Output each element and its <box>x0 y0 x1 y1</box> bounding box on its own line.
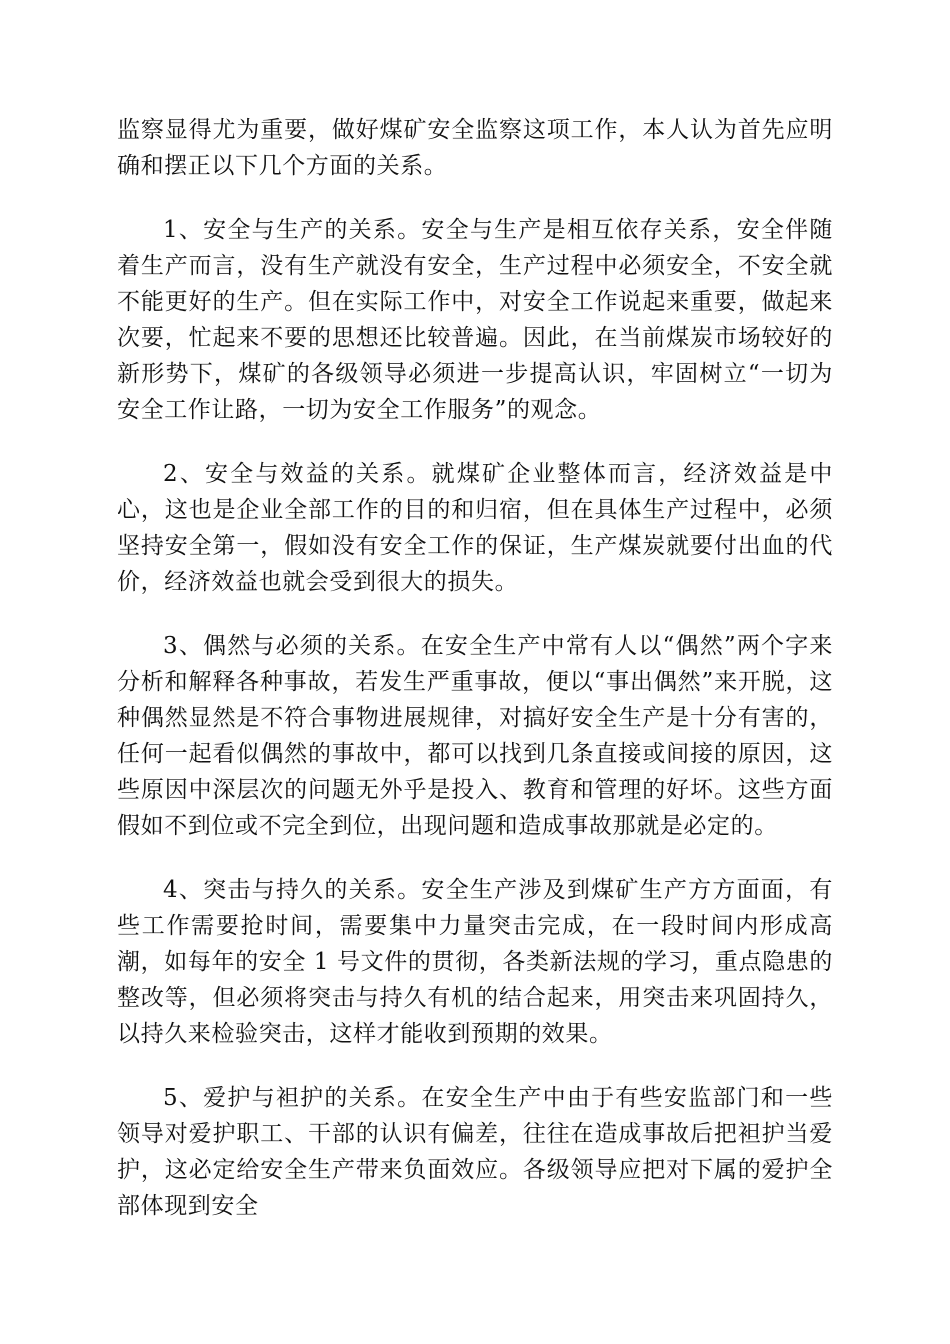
paragraph-surge-persistence: 4、突击与持久的关系。安全生产涉及到煤矿生产方方面面，有些工作需要抢时间，需要集中力量突击完成，在一段时间内形成高潮，如每年的安全 1 号文件的贯彻，各类新法规的学习，重点隐患的整改等，但必须将突击与持久有机的结合起来，用突击来巩固持久，以持久来检验突击，这样才能收到预期的效果。 <box>117 877 833 1047</box>
paragraph-care-shield: 5、爱护与袒护的关系。在安全生产中由于有些安监部门和一些领导对爱护职工、干部的认识有偏差，往往在造成事故后把袒护当爱护，这必定给安全生产带来负面效应。各级领导应把对下属的爱护全部体现到安全 <box>117 1085 833 1219</box>
paragraph-safety-benefit: 2、安全与效益的关系。就煤矿企业整体而言，经济效益是中心，这也是企业全部工作的目的和归宿，但在具体生产过程中，必须坚持安全第一，假如没有安全工作的保证，生产煤炭就要付出血的代价，经济效益也就会受到很大的损失。 <box>117 461 833 595</box>
paragraph-chance-necessity: 3、偶然与必须的关系。在安全生产中常有人以“偶然”两个字来分析和解释各种事故，若发生严重事故，便以“事出偶然”来开脱，这种偶然显然是不符合事物进展规律，对搞好安全生产是十分有害的，任何一起看似偶然的事故中，都可以找到几条直接或间接的原因，这些原因中深层次的问题无外乎是投入、教育和管理的好坏。这些方面假如不到位或不完全到位，出现问题和造成事故那就是必定的。 <box>117 633 833 839</box>
paragraph-intro: 监察显得尤为重要，做好煤矿安全监察这项工作，本人认为首先应明确和摆正以下几个方面的关系。 <box>117 117 833 179</box>
paragraph-safety-production: 1、安全与生产的关系。安全与生产是相互依存关系，安全伴随着生产而言，没有生产就没有安全，生产过程中必须安全，不安全就不能更好的生产。但在实际工作中，对安全工作说起来重要，做起来次要，忙起来不要的思想还比较普遍。因此，在当前煤炭市场较好的新形势下，煤矿的各级领导必须进一步提高认识，牢固树立“一切为安全工作让路，一切为安全工作服务”的观念。 <box>117 217 833 423</box>
document-body <box>117 112 833 1252</box>
